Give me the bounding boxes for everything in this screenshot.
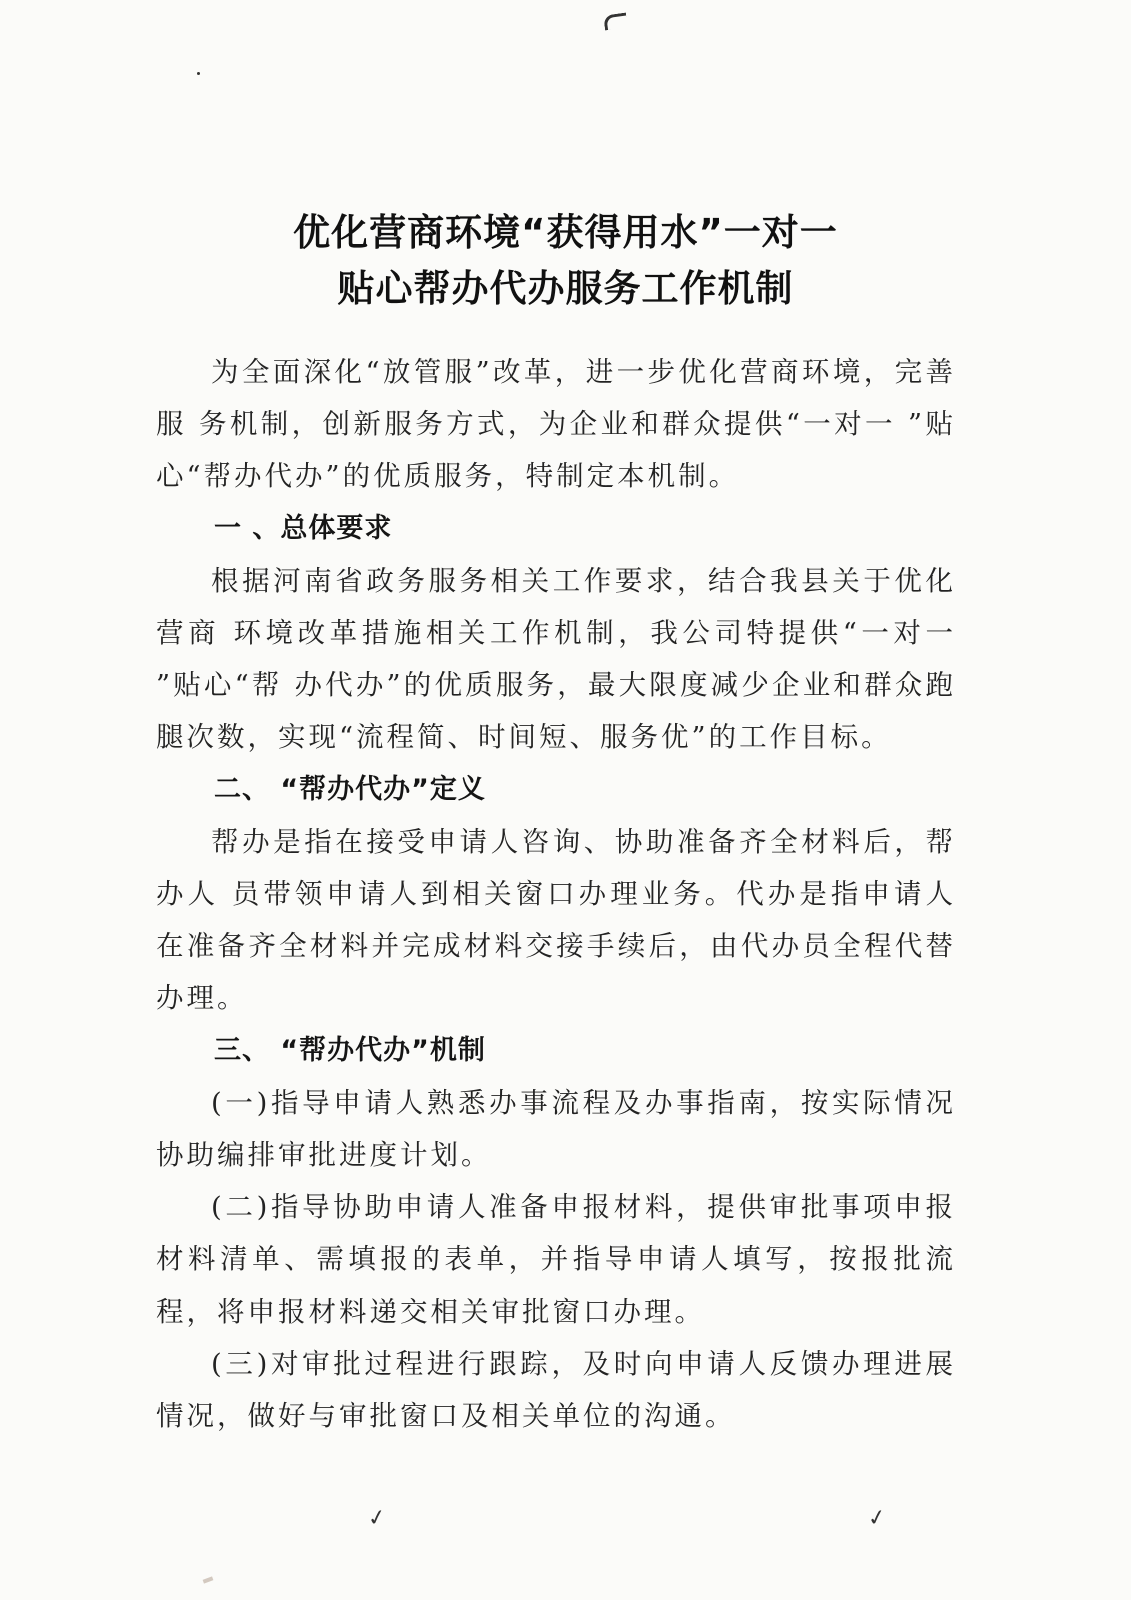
scan-dot-mark xyxy=(197,72,200,75)
check-mark-icon-left: ✓ xyxy=(365,1504,389,1533)
document-title xyxy=(0,205,1131,317)
scan-smudge-mark xyxy=(203,1576,214,1583)
section-3-heading: 三、 “帮办代办”机制 xyxy=(214,1034,486,1066)
section-3-item-3: (三)对审批过程进行跟踪，及时向申请人反馈办理进展情况，做好与审批窗口及相关单位的沟通。 xyxy=(156,1347,956,1433)
title-line-1: 优化营商环境“获得用水”一对一 xyxy=(293,211,838,254)
section-3-item-2: (二)指导协助申请人准备申报材料，提供审批事项申报材料清单、需填报的表单，并指导申请人填写，按报批流程，将申报材料递交相关审批窗口办理。 xyxy=(156,1191,956,1328)
section-1-heading: 一 、总体要求 xyxy=(214,512,393,544)
title-line-2: 贴心帮办代办服务工作机制 xyxy=(337,267,794,310)
check-mark-icon-right: ✓ xyxy=(865,1504,889,1533)
intro-paragraph: 为全面深化“放管服”改革，进一步优化营商环境，完善服 务机制，创新服务方式，为企业和群众提供“一对一 ”贴心“帮办代办”的优质服务，特制定本机制。 xyxy=(156,356,956,493)
document-body xyxy=(156,346,956,1442)
section-1-paragraph: 根据河南省政务服务相关工作要求，结合我县关于优化营商 环境改革措施相关工作机制，我公司特提供“一对一 ”贴心“帮 办代办”的优质服务，最大限度减少企业和群众跑腿次数，实现“流程简、时间短、服务优”的工作目标。 xyxy=(156,564,956,754)
section-3-item-1: (一)指导申请人熟悉办事流程及办事指南，按实际情况协助编排审批进度计划。 xyxy=(156,1086,956,1172)
section-2-paragraph: 帮办是指在接受申请人咨询、协助准备齐全材料后，帮办人 员带领申请人到相关窗口办理业务。代办是指申请人在准备齐全材料并完成材料交接手续后，由代办员全程代替办理。 xyxy=(156,825,956,1015)
section-2-heading: 二、 “帮办代办”定义 xyxy=(214,773,486,805)
scan-ink-mark-top xyxy=(603,12,628,30)
